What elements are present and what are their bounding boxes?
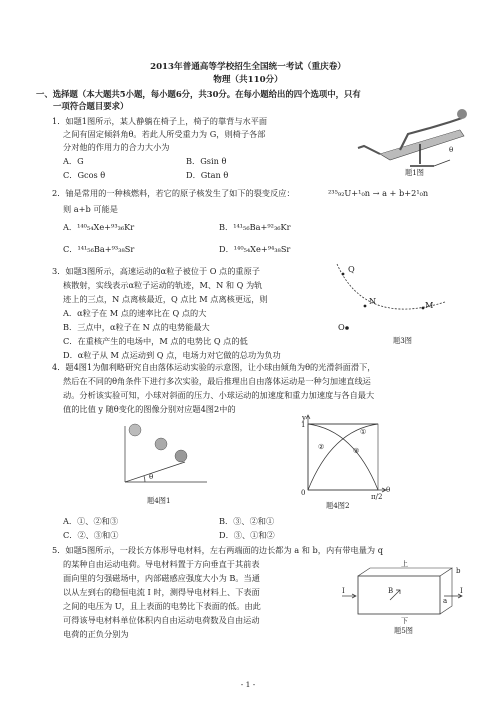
page-number: - 1 - xyxy=(240,680,256,689)
q3-option-d: D．α粒子从 M 点运动到 Q 点，电场力对它做的总功为负功 xyxy=(63,350,281,360)
q3-option-a: A．α粒子在 M 点的速率比在 Q 点的大 xyxy=(63,308,207,318)
q3-figure-caption: 题3图 xyxy=(393,336,412,345)
q3-line-2: 核散射，实线表示α粒子运动的轨迹，M、N 和 Q 为轨 xyxy=(63,280,263,290)
q5-line-2: 的某种自由运动电荷。导电材料置于方向垂直于其前表 xyxy=(63,559,260,569)
q3-line-3: 迹上的三点，N 点离核最近，Q 点比 M 点离核更远，则 xyxy=(63,294,268,304)
q1-line-2: 之间有固定倾斜角θ。若此人所受重力为 G，则椅子各部 xyxy=(63,129,266,139)
q4-option-c: C．②、③和① xyxy=(63,530,119,540)
q4-graph-pi2: π/2 xyxy=(371,493,383,501)
q5-label-current-left: I xyxy=(342,587,345,595)
q2-equation: ²³⁵₉₂U+¹₀n → a + b+2¹₀n xyxy=(328,188,429,198)
q4-curve-3: ③ xyxy=(353,447,360,455)
q4-figure2-caption: 题4图2 xyxy=(326,501,350,510)
q5-line-5: 之间的电压为 U，且上表面的电势比下表面的低。由此 xyxy=(63,601,261,611)
q5-label-top: 上 xyxy=(401,560,408,568)
q5-label-side-b: b xyxy=(456,567,461,575)
q3-line-1: 3．如题3图所示，高速运动的α粒子被位于 O 点的重原子 xyxy=(52,266,260,276)
q5-label-field-b: B xyxy=(388,587,394,595)
q1-option-b: B．Gsin θ xyxy=(186,156,227,166)
q5-line-6: 可得该导电材料单位体积内自由运动电荷数及自由运动 xyxy=(63,615,260,625)
q3-option-c: C．在重核产生的电场中，M 点的电势比 Q 点的低 xyxy=(63,336,248,346)
svg-text:θ: θ xyxy=(449,146,454,154)
q4-line-3: 动。分析该实验可知，小球对斜面的压力、小球运动的加速度和重力加速度与各自最大 xyxy=(63,390,375,400)
q3-point-q: Q xyxy=(348,264,355,274)
q5-label-side-a: a xyxy=(443,597,448,605)
q1-line-3: 分对他的作用力的合力大小为 xyxy=(63,142,170,152)
q1-option-d: D．Gtan θ xyxy=(186,170,229,180)
q1-figure-caption: 题1图 xyxy=(405,168,424,177)
q4-line-4: 值的比值 y 随θ变化的图像分别对应题4图2中的 xyxy=(63,404,236,414)
q4-graph-y-label: y xyxy=(302,414,306,422)
q4-line-1: 4．题4图1为伽利略研究自由落体运动实验的示意图，让小球由倾角为θ的光滑斜面滑下， xyxy=(52,362,376,372)
q3-point-o: O xyxy=(338,322,345,332)
q5-line-7: 电荷的正负分别为 xyxy=(63,629,129,639)
q4-graph-zero: 0 xyxy=(301,489,306,497)
exam-subtitle: 物理（共110分） xyxy=(213,75,283,85)
q4-graph-theta: θ xyxy=(386,486,391,494)
q4-option-d: D．③、①和② xyxy=(219,530,275,540)
q4-option-b: B．③、②和① xyxy=(219,516,275,526)
q1-line-1: 1．如题1图所示，某人静躺在椅子上，椅子的靠背与水平面 xyxy=(52,116,268,126)
q3-option-b: B．三点中，α粒子在 N 点的电势能最大 xyxy=(63,322,210,332)
q4-figure1-caption: 题4图1 xyxy=(147,496,171,505)
q2-option-b: B．¹⁴¹₅₆Ba+⁹²₃₆Kr xyxy=(219,222,291,232)
section-heading: 一、选择题（本大题共5小题，每小题6分，共30分。在每小题给出的四个选项中，只有 xyxy=(36,89,361,99)
q4-option-a: A．①、②和③ xyxy=(63,516,119,526)
q4-figure-incline xyxy=(115,418,215,490)
q4-curve-2: ② xyxy=(318,443,325,451)
q4-figure-graph xyxy=(294,412,394,494)
q5-line-1: 5．如题5图所示，一段长方体形导电材料，左右两端面的边长都为 a 和 b，内有带电量为 q xyxy=(52,545,383,555)
q4-line-2: 然后在不同的θ角条件下进行多次实验，最后推理出自由落体运动是一种匀加速直线运 xyxy=(63,376,371,386)
q1-option-a: A．G xyxy=(63,156,84,166)
q5-label-current-right: I xyxy=(460,587,463,595)
q2-stem: 2．铀是常用的一种核燃料，若它的原子核发生了如下的裂变反应： xyxy=(52,188,295,198)
q5-line-3: 面向里的匀强磁场中，内部磁感应强度大小为 B。当通 xyxy=(63,573,260,583)
q4-curve-1: ① xyxy=(360,428,367,436)
q5-line-4: 以从左到右的稳恒电流 I 时，测得导电材料上、下表面 xyxy=(63,587,260,597)
q4-graph-one: 1 xyxy=(301,421,306,429)
q3-point-m: M xyxy=(425,300,434,310)
q2-option-d: D．¹⁴⁰₅₄Xe+⁹⁴₃₈Sr xyxy=(219,244,291,254)
q1-figure-chair xyxy=(350,100,478,172)
q2-then: 则 a+b 可能是 xyxy=(63,204,118,214)
q2-option-a: A．¹⁴⁰₅₄Xe+⁹³₃₆Kr xyxy=(63,222,135,232)
q5-label-bottom: 下 xyxy=(401,617,408,625)
q5-figure-caption: 题5图 xyxy=(394,626,413,635)
section-heading-cont: 一项符合题目要求） xyxy=(53,101,129,111)
q1-option-c: C．Gcos θ xyxy=(63,170,106,180)
q2-option-c: C．¹⁴¹₅₆Ba+⁹³₃₈Sr xyxy=(63,244,135,254)
q4-theta-mark: θ xyxy=(149,473,154,481)
q3-point-n: N xyxy=(369,296,377,306)
exam-title: 2013年普通高等学校招生全国统一考试（重庆卷） xyxy=(150,62,346,72)
